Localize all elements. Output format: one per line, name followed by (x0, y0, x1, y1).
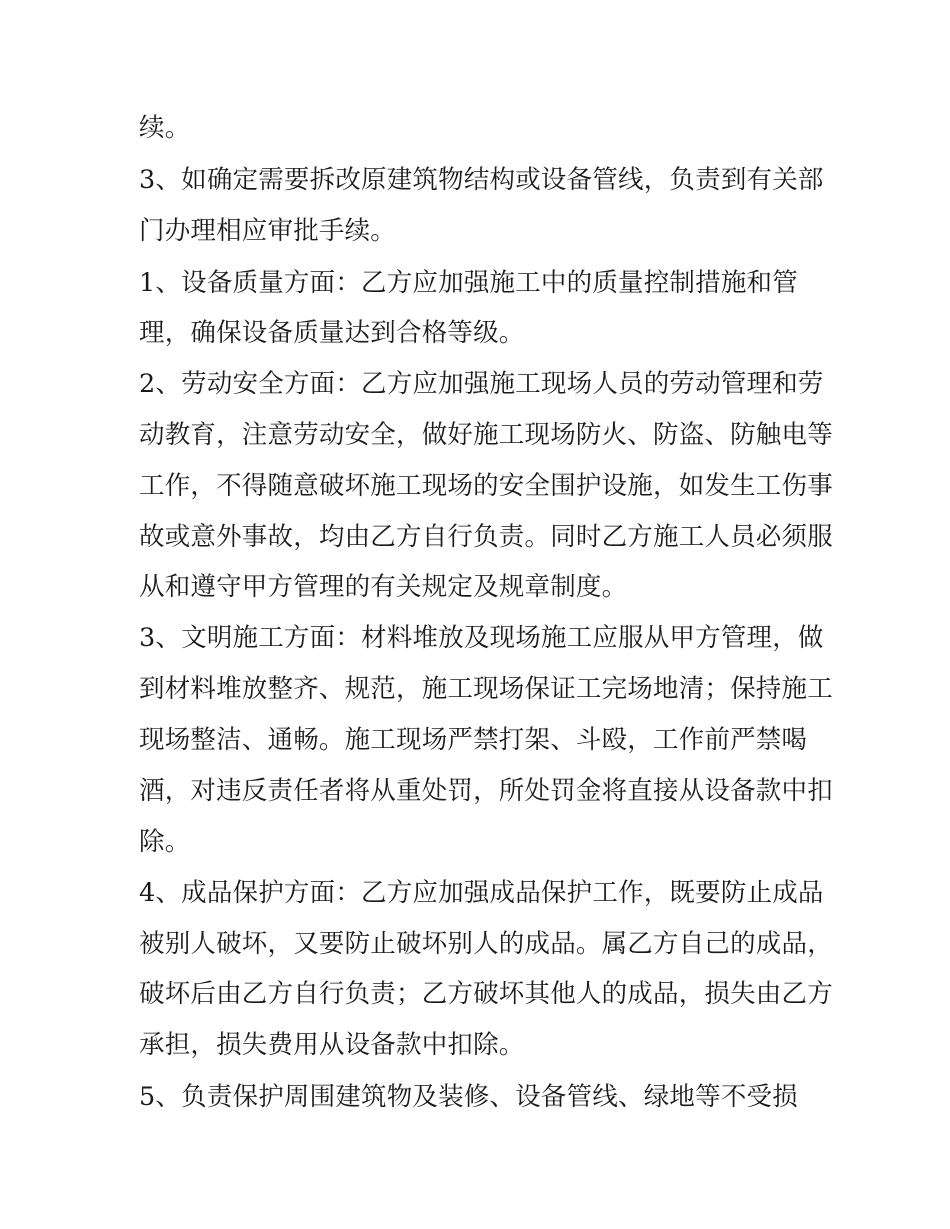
text-line: 被别人破坏，又要防止破坏别人的成品。属乙方自己的成品， (139, 929, 833, 959)
text-line: 动教育，注意劳动安全，做好施工现场防火、防盗、防触电等 (139, 420, 833, 450)
text-line: 酒，对违反责任者将从重处罚，所处罚金将直接从设备款中扣 (139, 776, 833, 806)
text-line: 5、负责保护周围建筑物及装修、设备管线、绿地等不受损 (139, 1082, 798, 1112)
text-line: 4、成品保护方面：乙方应加强成品保护工作，既要防止成品 (139, 878, 824, 908)
text-line: 3、如确定需要拆改原建筑物结构或设备管线，负责到有关部 (139, 165, 824, 195)
text-line: 到材料堆放整齐、规范，施工现场保证工完场地清；保持施工 (139, 674, 833, 704)
text-line: 1、设备质量方面：乙方应加强施工中的质量控制措施和管 (139, 268, 798, 298)
text-line: 3、文明施工方面：材料堆放及现场施工应服从甲方管理，做 (139, 623, 824, 653)
text-line: 破坏后由乙方自行负责；乙方破坏其他人的成品，损失由乙方 (139, 979, 833, 1009)
text-line: 2、劳动安全方面：乙方应加强施工现场人员的劳动管理和劳 (139, 369, 824, 399)
text-line: 故或意外事故，均由乙方自行负责。同时乙方施工人员必须服 (139, 522, 833, 552)
text-line: 理，确保设备质量达到合格等级。 (139, 318, 525, 348)
text-line: 从和遵守甲方管理的有关规定及规章制度。 (139, 572, 628, 602)
text-line: 门办理相应审批手续。 (139, 216, 397, 246)
text-line: 除。 (139, 827, 191, 857)
text-line: 续。 (139, 113, 191, 143)
text-line: 现场整洁、通畅。施工现场严禁打架、斗殴，工作前严禁喝 (139, 725, 808, 755)
text-line: 工作，不得随意破坏施工现场的安全围护设施，如发生工伤事 (139, 471, 833, 501)
text-line: 承担，损失费用从设备款中扣除。 (139, 1030, 525, 1060)
